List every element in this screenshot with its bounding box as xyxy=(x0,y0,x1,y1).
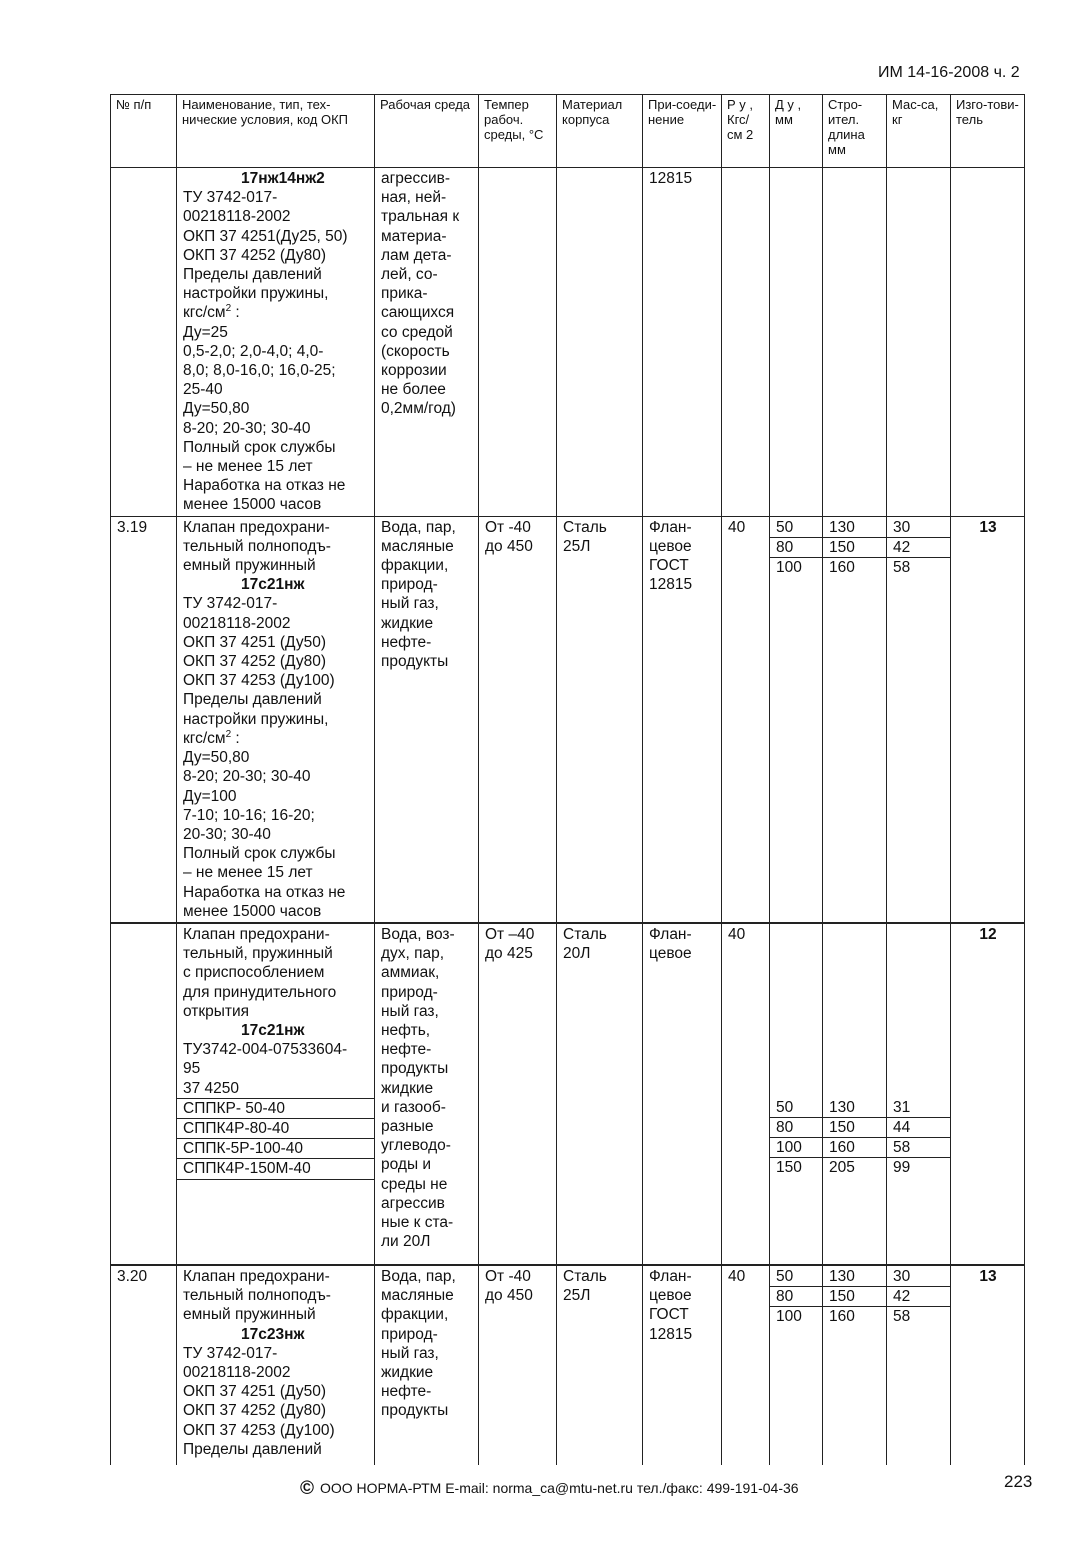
dy-cell xyxy=(770,1265,823,1465)
name-line: Наработка на отказ не xyxy=(183,477,346,495)
name-line: менее 15000 часов xyxy=(183,496,322,514)
name-line: ОКП 37 4252 (Ду80) xyxy=(183,653,327,671)
spacer xyxy=(776,925,817,944)
name-line: ОКП 37 4252 (Ду80) xyxy=(183,246,327,264)
medium-line: природ- xyxy=(381,983,438,1001)
temp-line: От –40 xyxy=(485,925,535,943)
dy-value: 100 xyxy=(770,1138,822,1158)
medium-line: Вода, воз- xyxy=(381,925,455,943)
spacer xyxy=(776,1059,817,1078)
name-line: кгс/$см^2$ : xyxy=(183,303,240,322)
name-line: 00218118-2002 xyxy=(183,1363,291,1381)
spacer xyxy=(829,1002,881,1021)
medium-cell xyxy=(375,923,479,1265)
connection-line: Флан- xyxy=(649,1267,692,1285)
medium-line: ная, ней- xyxy=(381,189,447,207)
medium-line: продукты xyxy=(381,1060,449,1078)
temp-line: до 450 xyxy=(485,1287,533,1305)
maker-cell xyxy=(951,923,1025,1265)
spacer xyxy=(776,983,817,1002)
name-line: 8,0; 8,0-16,0; 16,0-25; xyxy=(183,362,336,380)
name-line: ТУ3742-004-07533604- xyxy=(183,1041,348,1059)
name-line: ОКП 37 4252 (Ду80) xyxy=(183,1402,327,1420)
medium-line: Вода, пар, xyxy=(381,1267,456,1285)
dy-value: 100 xyxy=(776,559,802,577)
dy-cell xyxy=(770,516,823,923)
mass-cell xyxy=(887,516,951,923)
name-line: емный пружинный xyxy=(183,1306,316,1324)
length-value: 150 xyxy=(823,1118,886,1138)
spacer xyxy=(893,1059,945,1078)
maker-cell xyxy=(951,516,1025,923)
medium-line: аммиак, xyxy=(381,964,440,982)
name-line: ОКП 37 4253 (Ду100) xyxy=(183,672,335,690)
dy-value: 80 xyxy=(770,1287,822,1307)
name-line: Ду=50,80 xyxy=(183,400,250,418)
py-value: 40 xyxy=(728,925,746,943)
name-line: ОКП 37 4251 (Ду50) xyxy=(183,633,327,651)
table-row xyxy=(111,516,1025,923)
dy-value: 150 xyxy=(776,1159,802,1177)
spacer xyxy=(776,1040,817,1059)
spacer xyxy=(893,1040,945,1059)
length-value: 150 xyxy=(823,1287,886,1307)
medium-line: нефть, xyxy=(381,1021,431,1039)
medium-line: ли 20Л xyxy=(381,1233,431,1251)
temp-cell xyxy=(479,168,557,517)
spacer xyxy=(893,1079,945,1098)
footer-text: ООО НОРМА-РТМ E-mail: norma_ca@mtu-net.ru тел./факс: 499-191-04-36 xyxy=(320,1480,799,1496)
length-value: 160 xyxy=(823,1138,886,1158)
py-cell xyxy=(722,516,770,923)
name-line: 95 xyxy=(183,1060,201,1078)
name-line: – не менее 15 лет xyxy=(183,864,313,882)
medium-line: жидкие xyxy=(381,614,434,632)
length-value: 130 xyxy=(823,1098,886,1118)
py-cell xyxy=(722,923,770,1265)
connection-line: цевое xyxy=(649,537,692,555)
spacer xyxy=(829,1079,881,1098)
medium-line: фракции, xyxy=(381,557,449,575)
spacer xyxy=(893,963,945,982)
table-row xyxy=(111,923,1025,1265)
material-line: 25Л xyxy=(563,1287,591,1305)
medium-line: материа- xyxy=(381,227,447,245)
maker-value: 13 xyxy=(979,1267,997,1285)
connection-cell xyxy=(643,516,722,923)
length-value: 160 xyxy=(829,559,855,577)
header-row xyxy=(111,95,1025,168)
length-cell xyxy=(823,923,887,1265)
length-cell xyxy=(823,168,887,517)
header-py: Р у , Кгс/ см 2 xyxy=(722,95,770,168)
dy-value: 50 xyxy=(770,1267,822,1287)
model-variant: СППК4Р-80-40 xyxy=(177,1119,374,1139)
name-line: Клапан предохрани- xyxy=(183,1267,330,1285)
spacer xyxy=(893,983,945,1002)
medium-line: природ- xyxy=(381,576,438,594)
connection-line: Флан- xyxy=(649,925,692,943)
document-code: ИМ 14-16-2008 ч. 2 xyxy=(878,64,1020,81)
name-line: менее 15000 часов xyxy=(183,902,322,920)
header-medium: Рабочая среда xyxy=(375,95,479,168)
medium-line: коррозии xyxy=(381,362,447,380)
maker-cell xyxy=(951,168,1025,517)
name-line: открытия xyxy=(183,1002,250,1020)
py-cell xyxy=(722,1265,770,1465)
name-line: емный пружинный xyxy=(183,557,316,575)
medium-cell xyxy=(375,516,479,923)
header-temp: Темпер рабоч. среды, °С xyxy=(479,95,557,168)
medium-line: ный газ, xyxy=(381,1344,439,1362)
spacer xyxy=(776,963,817,982)
temp-line: От -40 xyxy=(485,518,531,536)
dy-value: 100 xyxy=(776,1308,802,1326)
material-cell xyxy=(557,516,643,923)
medium-line: нефте- xyxy=(381,633,432,651)
medium-line: агрессив xyxy=(381,1194,445,1212)
medium-line: тральная к xyxy=(381,208,460,226)
medium-line: и газооб- xyxy=(381,1098,446,1116)
name-line: ТУ 3742-017- xyxy=(183,595,278,613)
length-cell xyxy=(823,1265,887,1465)
header-name: Наименование, тип, тех-нические условия, код ОКП xyxy=(177,95,375,168)
name-line: настройки пружины, xyxy=(183,285,329,303)
spacer xyxy=(776,1079,817,1098)
name-line: Ду=25 xyxy=(183,323,228,341)
name-line: настройки пружины, xyxy=(183,710,329,728)
length-value: 130 xyxy=(823,518,886,538)
medium-line: 0,2мм/год) xyxy=(381,400,456,418)
length-value: 160 xyxy=(829,1308,855,1326)
connection-line: Флан- xyxy=(649,518,692,536)
medium-line: ные к ста- xyxy=(381,1213,454,1231)
model-code: 17с21нж xyxy=(241,576,305,594)
connection-cell xyxy=(643,923,722,1265)
model-code: 17с23нж xyxy=(241,1325,305,1343)
spacer xyxy=(776,1002,817,1021)
spacer xyxy=(829,1021,881,1040)
mass-value: 58 xyxy=(887,1138,950,1158)
medium-line: жидкие xyxy=(381,1363,434,1381)
mass-value: 31 xyxy=(887,1098,950,1118)
name-line: Полный срок службы xyxy=(183,438,336,456)
dy-cell xyxy=(770,168,823,517)
name-line: кгс/$см^2$ : xyxy=(183,728,240,747)
medium-line: со средой xyxy=(381,323,453,341)
spacer xyxy=(776,1021,817,1040)
dy-value: 80 xyxy=(770,1118,822,1138)
spacer xyxy=(893,1021,945,1040)
medium-line: продукты xyxy=(381,1402,449,1420)
medium-line: фракции, xyxy=(381,1306,449,1324)
mass-value: 99 xyxy=(893,1159,911,1177)
name-line: ТУ 3742-017- xyxy=(183,189,278,207)
mass-value: 42 xyxy=(887,538,950,558)
name-line: 00218118-2002 xyxy=(183,208,291,226)
temp-line: до 450 xyxy=(485,537,533,555)
row-number: 3.19 xyxy=(117,518,148,536)
spacer xyxy=(893,944,945,963)
length-value: 130 xyxy=(823,1267,886,1287)
copyright-icon: © xyxy=(300,1478,314,1499)
medium-line: прика- xyxy=(381,285,428,303)
spacer xyxy=(829,983,881,1002)
medium-line: нефте- xyxy=(381,1041,432,1059)
table-row xyxy=(111,168,1025,517)
material-line: 25Л xyxy=(563,537,591,555)
name-line: ОКП 37 4251 (Ду50) xyxy=(183,1383,327,1401)
dy-value: 80 xyxy=(770,538,822,558)
medium-line: углеводо- xyxy=(381,1137,451,1155)
medium-line: Вода, пар, xyxy=(381,518,456,536)
dy-value: 50 xyxy=(770,518,822,538)
mass-value: 30 xyxy=(887,518,950,538)
material-line: 20Л xyxy=(563,945,591,963)
medium-line: ный газ, xyxy=(381,1002,439,1020)
name-line: Клапан предохрани- xyxy=(183,518,330,536)
length-cell xyxy=(823,516,887,923)
medium-line: жидкие xyxy=(381,1079,434,1097)
row-number: 3.20 xyxy=(117,1267,148,1285)
connection-line: 12815 xyxy=(649,576,693,594)
name-line: Полный срок службы xyxy=(183,845,336,863)
footer xyxy=(300,1478,799,1500)
connection-line: цевое xyxy=(649,1287,692,1305)
connection-cell xyxy=(643,1265,722,1465)
medium-line: разные xyxy=(381,1117,434,1135)
spacer xyxy=(829,925,881,944)
header-dy: Д у , мм xyxy=(770,95,823,168)
mass-cell xyxy=(887,923,951,1265)
name-line: Пределы давлений xyxy=(183,1440,322,1458)
name-cell xyxy=(177,1265,375,1465)
model-variant: СППКР- 50-40 xyxy=(177,1098,374,1119)
temp-cell xyxy=(479,923,557,1265)
medium-line: масляные xyxy=(381,537,454,555)
name-line: 0,5-2,0; 2,0-4,0; 4,0- xyxy=(183,342,324,360)
medium-line: продукты xyxy=(381,653,449,671)
row-number-cell xyxy=(111,923,177,1265)
material-cell xyxy=(557,1265,643,1465)
material-cell xyxy=(557,923,643,1265)
name-line: Пределы давлений xyxy=(183,266,322,284)
name-line: Пределы давлений xyxy=(183,691,322,709)
name-line: 8-20; 20-30; 30-40 xyxy=(183,419,311,437)
medium-cell xyxy=(375,1265,479,1465)
name-cell xyxy=(177,923,375,1265)
model-variant: СППК4Р-150М-40 xyxy=(177,1159,374,1179)
length-value: 205 xyxy=(829,1159,855,1177)
table-row xyxy=(111,1265,1025,1465)
temp-line: до 425 xyxy=(485,945,533,963)
name-line: ОКП 37 4253 (Ду100) xyxy=(183,1421,335,1439)
header-num: № п/п xyxy=(111,95,177,168)
material-line: Сталь xyxy=(563,1267,607,1285)
dy-cell xyxy=(770,923,823,1265)
name-line: 7-10; 10-16; 16-20; xyxy=(183,806,315,824)
connection-line: цевое xyxy=(649,945,692,963)
spacer xyxy=(829,1040,881,1059)
row-number-cell xyxy=(111,168,177,517)
row-number-cell xyxy=(111,516,177,923)
spacer xyxy=(776,944,817,963)
connection-line: 12815 xyxy=(649,1325,693,1343)
mass-cell xyxy=(887,1265,951,1465)
medium-line: масляные xyxy=(381,1287,454,1305)
medium-line: сающихся xyxy=(381,304,455,322)
name-line: тельный полноподъ- xyxy=(183,537,331,555)
name-line: Ду=100 xyxy=(183,787,237,805)
header-mass: Мас-са, кг xyxy=(887,95,951,168)
material-line: Сталь xyxy=(563,518,607,536)
medium-line: лам дета- xyxy=(381,246,452,264)
name-line: тельный, пружинный xyxy=(183,945,333,963)
temp-cell xyxy=(479,1265,557,1465)
spacer xyxy=(893,925,945,944)
connection-line: 12815 xyxy=(649,170,693,187)
name-line: – не менее 15 лет xyxy=(183,458,313,476)
model-code: 17с21нж xyxy=(241,1021,305,1039)
name-line: 25-40 xyxy=(183,381,223,399)
medium-line: лей, со- xyxy=(381,266,438,284)
name-line: ОКП 37 4251(Ду25, 50) xyxy=(183,227,348,245)
mass-value: 58 xyxy=(893,1308,911,1326)
medium-line: не более xyxy=(381,381,446,399)
mass-cell xyxy=(887,168,951,517)
spec-table xyxy=(110,94,1025,1465)
header-maker: Изго-тови-тель xyxy=(951,95,1025,168)
connection-cell xyxy=(643,168,722,517)
model-code: 17нж14нж2 xyxy=(241,170,325,187)
name-line: Клапан предохрани- xyxy=(183,925,330,943)
spacer xyxy=(829,1059,881,1078)
name-line: 20-30; 30-40 xyxy=(183,825,271,843)
medium-line: (скорость xyxy=(381,342,450,360)
maker-cell xyxy=(951,1265,1025,1465)
page-number: 223 xyxy=(1004,1472,1033,1491)
mass-value: 42 xyxy=(887,1287,950,1307)
material-line: Сталь xyxy=(563,925,607,943)
temp-cell xyxy=(479,516,557,923)
temp-line: От -40 xyxy=(485,1267,531,1285)
header-connection: При-соеди-нение xyxy=(643,95,722,168)
py-value: 40 xyxy=(728,518,746,536)
py-cell xyxy=(722,168,770,517)
name-line: Наработка на отказ не xyxy=(183,883,346,901)
medium-line: среды не xyxy=(381,1175,448,1193)
py-value: 40 xyxy=(728,1267,746,1285)
name-line: 00218118-2002 xyxy=(183,614,291,632)
spacer xyxy=(829,963,881,982)
name-line: 37 4250 xyxy=(183,1079,240,1097)
maker-value: 13 xyxy=(979,518,997,536)
name-cell xyxy=(177,168,375,517)
medium-line: ный газ, xyxy=(381,595,439,613)
header-material: Материал корпуса xyxy=(557,95,643,168)
medium-line: природ- xyxy=(381,1325,438,1343)
maker-value: 12 xyxy=(979,925,997,943)
name-line: тельный полноподъ- xyxy=(183,1287,331,1305)
name-line: Ду=50,80 xyxy=(183,749,250,767)
name-line: 8-20; 20-30; 30-40 xyxy=(183,768,311,786)
connection-line: ГОСТ xyxy=(649,1306,689,1324)
name-cell xyxy=(177,516,375,923)
medium-line: роды и xyxy=(381,1156,432,1174)
model-variant: СППК-5Р-100-40 xyxy=(177,1139,374,1159)
material-cell xyxy=(557,168,643,517)
spacer xyxy=(829,944,881,963)
name-line: ТУ 3742-017- xyxy=(183,1344,278,1362)
mass-value: 44 xyxy=(887,1118,950,1138)
connection-line: ГОСТ xyxy=(649,557,689,575)
mass-value: 30 xyxy=(887,1267,950,1287)
medium-line: агрессив- xyxy=(381,170,451,187)
spacer xyxy=(893,1002,945,1021)
length-value: 150 xyxy=(823,538,886,558)
medium-line: нефте- xyxy=(381,1383,432,1401)
row-number-cell xyxy=(111,1265,177,1465)
name-line: для принудительного xyxy=(183,983,337,1001)
name-line: с приспособлением xyxy=(183,964,325,982)
header-length: Стро-ител. длина мм xyxy=(823,95,887,168)
dy-value: 50 xyxy=(770,1098,822,1118)
mass-value: 58 xyxy=(893,559,911,577)
medium-cell xyxy=(375,168,479,517)
medium-line: дух, пар, xyxy=(381,945,445,963)
